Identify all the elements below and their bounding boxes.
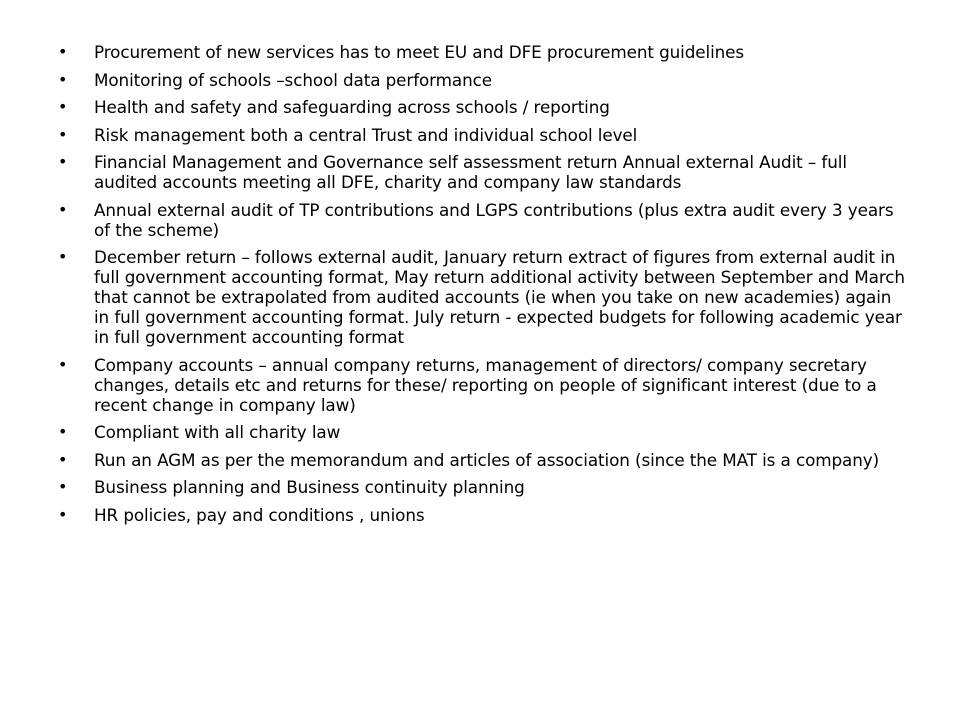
bullet-item-external-audit xyxy=(58,200,908,240)
bullet-text: Procurement of new services has to meet EU and DFE procurement guidelines xyxy=(94,42,745,62)
bullet-text: Health and safety and safeguarding across schools / reporting xyxy=(94,97,610,117)
bullet-item-returns xyxy=(58,247,908,347)
bullet-item-financial-management xyxy=(58,152,908,192)
bullet-icon: • xyxy=(58,354,68,374)
bullet-icon: • xyxy=(58,42,68,61)
bullet-icon: • xyxy=(58,97,68,116)
bullet-icon: • xyxy=(58,449,68,469)
bullet-item-agm xyxy=(58,450,908,470)
bullet-icon: • xyxy=(58,124,68,144)
bullet-text: Compliant with all charity law xyxy=(94,422,341,442)
bullet-text: December return – follows external audit, January return extract of figures from external audit in full government accounting format, May return additional activity between September and March that cannot be extrapolated from audited accounts (ie when you take on new academies) again in full government accounting format. July return - expected budgets for following academic year in full government accounting format xyxy=(94,247,905,347)
bullet-icon: • xyxy=(58,477,68,496)
bullet-text: Risk management both a central Trust and individual school level xyxy=(94,124,638,145)
bullet-text: Annual external audit of TP contributions and LGPS contributions (plus extra audit every 3 years of the scheme) xyxy=(94,199,894,240)
bullet-icon: • xyxy=(58,504,68,524)
bullet-text: Company accounts – annual company returns, management of directors/ company secretary changes, details etc and returns for these/ reporting on people of significant interest (due to a recent change in company law) xyxy=(94,354,877,415)
bullet-icon: • xyxy=(58,199,68,219)
bullet-icon: • xyxy=(58,152,68,171)
bullet-item-charity-law xyxy=(58,422,908,442)
bullet-item-company-accounts xyxy=(58,355,908,415)
bullet-item-risk-management xyxy=(58,125,908,145)
bullet-text: Run an AGM as per the memorandum and articles of association (since the MAT is a company) xyxy=(94,449,880,470)
bullet-item-procurement xyxy=(58,42,908,62)
bullet-icon: • xyxy=(58,69,68,89)
bullet-text: Monitoring of schools –school data performance xyxy=(94,69,492,90)
bullet-item-hr-policies xyxy=(58,505,908,525)
bullet-item-health-safety xyxy=(58,97,908,117)
bullet-list xyxy=(58,42,908,532)
bullet-item-monitoring xyxy=(58,70,908,90)
bullet-text: HR policies, pay and conditions , unions xyxy=(94,504,425,525)
bullet-icon: • xyxy=(58,422,68,441)
bullet-text: Business planning and Business continuity planning xyxy=(94,477,525,497)
bullet-text: Financial Management and Governance self assessment return Annual external Audit – full audited accounts meeting all DFE, charity and company law standards xyxy=(94,152,847,192)
bullet-item-business-planning xyxy=(58,477,908,497)
bullet-icon: • xyxy=(58,247,68,266)
